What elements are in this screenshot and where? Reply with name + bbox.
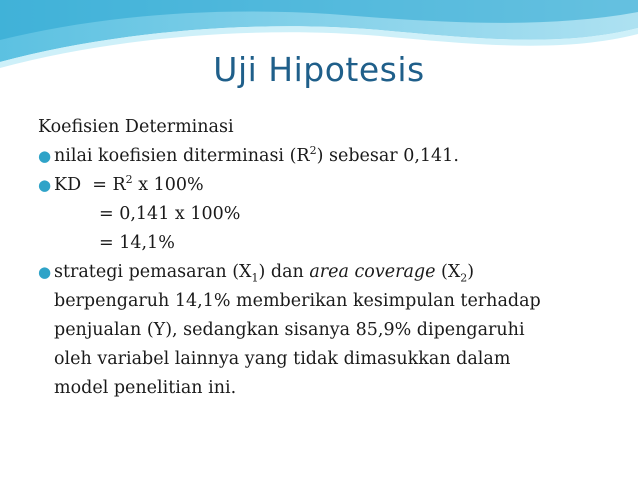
conclusion-text-1: strategi pemasaran (X <box>54 262 252 282</box>
bullet-dot-icon: ● <box>38 147 52 165</box>
bullet-item-kd <box>38 171 618 200</box>
bullet-dot-icon: ● <box>38 176 52 194</box>
subscript-1: 1 <box>251 271 259 285</box>
slide-title: Uji Hipotesis <box>213 50 425 89</box>
bullet-item-r-squared <box>38 142 618 171</box>
kd-calc-step-2: = 14,1% <box>99 233 175 253</box>
superscript-2: 2 <box>309 144 317 158</box>
bullet-item-conclusion <box>38 258 618 287</box>
kd-formula-pre: KD = R <box>54 175 126 195</box>
conclusion-text-3: (X <box>435 262 461 282</box>
bullet-text-post: ) sebesar 0,141. <box>316 146 459 166</box>
conclusion-line-2: berpengaruh 14,1% memberikan kesimpulan terhadap <box>54 291 541 311</box>
bullet-text-pre: nilai koefisien diterminasi (R <box>54 146 310 166</box>
bullet-dot-icon: ● <box>38 263 52 281</box>
kd-calc-step-1: = 0,141 x 100% <box>99 204 241 224</box>
conclusion-line-5: model penelitian ini. <box>54 378 237 398</box>
superscript-2: 2 <box>125 173 133 187</box>
conclusion-text-2: ) dan <box>258 262 310 282</box>
section-heading: Koefisien Determinasi <box>38 117 234 137</box>
conclusion-line-4: oleh variabel lainnya yang tidak dimasukkan dalam <box>54 349 511 369</box>
slide-content <box>38 113 618 403</box>
conclusion-line-3: penjualan (Y), sedangkan sisanya 85,9% dipengaruhi <box>54 320 525 340</box>
conclusion-text-4: ) <box>467 262 475 282</box>
conclusion-italic-term: area coverage <box>309 262 436 282</box>
kd-formula-post: x 100% <box>132 175 204 195</box>
subscript-2: 2 <box>460 271 468 285</box>
